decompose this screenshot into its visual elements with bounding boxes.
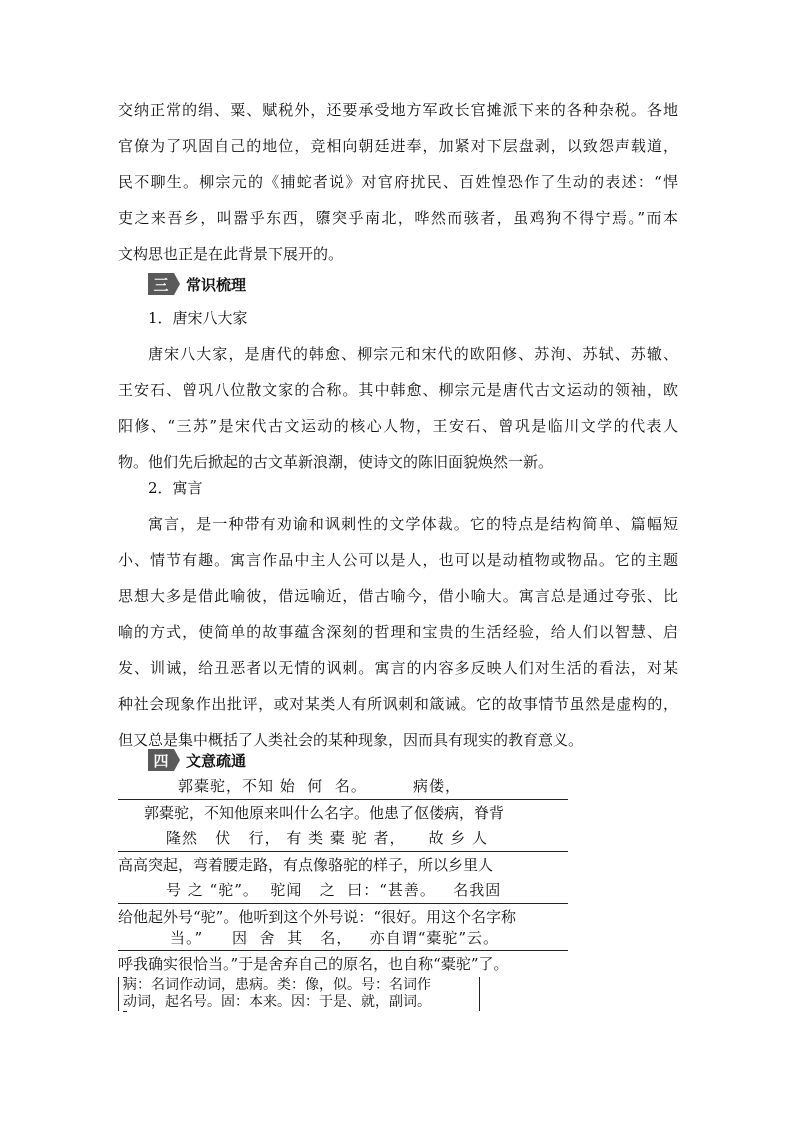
text-line: 小、情节有趣。寓言作品中主人公可以是人，也可以是动植物或物品。它的主题 xyxy=(118,551,678,569)
subheading-tang-song: 1．唐宋八大家 xyxy=(148,309,248,327)
translation-line: 呼我确实很恰当。”于是舍弃自己的原名，也自称“橐驼”了。 xyxy=(118,955,509,973)
section-title: 文意疏通 xyxy=(186,751,247,770)
section-heading-3 xyxy=(148,272,246,296)
section-heading-4 xyxy=(148,748,246,772)
vocabulary-note xyxy=(118,977,480,1011)
classical-text-line: 号 之 “驼”。 驼闻 之 曰：“甚善。 名我固 xyxy=(166,881,502,899)
translation-line: 给他起外号“驼”。他听到这个外号说：“很好。用这个名字称 xyxy=(118,908,517,926)
classical-text-line: 隆然 伏 行， 有 类 橐 驼 者， 故 乡 人 xyxy=(166,829,489,847)
classical-text-line: 郭橐驼，不知 始 何 名。 病偻， xyxy=(178,777,461,795)
text-line: 王安石、曾巩八位散文家的合称。其中韩愈、柳宗元是唐代古文运动的领袖，欧 xyxy=(118,381,678,399)
text-line: 种社会现象作出批评，或对某类人有所讽刺和箴诫。它的故事情节虽然是虚构的， xyxy=(118,695,678,713)
intro-line: 民不聊生。柳宗元的《捕蛇者说》对官府扰民、百姓惶恐作了生动的表述：“悍 xyxy=(118,173,678,191)
text-line: 物。他们先后掀起的古文革新浪潮，使诗文的陈旧面貌焕然一新。 xyxy=(118,453,554,471)
tang-song-paragraph xyxy=(118,336,678,480)
classical-text-line: 当。” 因 舍 其 名， 亦自谓“橐驼”云。 xyxy=(170,929,500,947)
translation-line: 郭橐驼，不知他原来叫什么名字。他患了伛偻病，脊背 xyxy=(144,804,505,822)
text-line: 喻的方式，使简单的故事蕴含深刻的哲理和宝贵的生活经验，给人们以智慧、启 xyxy=(118,623,678,641)
divider-rule xyxy=(118,950,568,951)
divider-rule xyxy=(118,903,568,904)
section-number-icon: 三 xyxy=(148,273,174,295)
divider-rule xyxy=(118,799,568,800)
subheading-fable: 2．寓言 xyxy=(148,479,203,497)
text-line: 阳修、“三苏”是宋代古文运动的核心人物，王安石、曾巩是临川文学的代表人 xyxy=(118,417,678,435)
intro-line: 吏之来吾乡，叫嚣乎东西，隳突乎南北，哗然而骇者，虽鸡狗不得宁焉。”而本 xyxy=(118,209,678,227)
text-line: 但又总是集中概括了人类社会的某种现象，因而具有现实的教育意义。 xyxy=(118,731,584,749)
note-line: 病：名词作动词，患病。类：像，似。号：名词作 xyxy=(123,977,431,993)
intro-paragraph xyxy=(118,92,678,272)
fable-paragraph xyxy=(118,506,678,758)
text-line: 发、训诫，给丑恶者以无情的讽刺。寓言的内容多反映人们对生活的看法，对某 xyxy=(118,659,678,677)
text-line: 思想大多是借此喻彼，借远喻近，借古喻今，借小喻大。寓言总是通过夸张、比 xyxy=(118,587,678,605)
text-line: 寓言，是一种带有劝谕和讽刺性的文学体裁。它的特点是结构简单、篇幅短 xyxy=(148,515,678,533)
translation-line: 高高突起，弯着腰走路，有点像骆驼的样子，所以乡里人 xyxy=(118,856,494,874)
note-line: 动词，起名号。固：本来。因：于是、就，副词。 xyxy=(123,994,431,1010)
intro-line: 交纳正常的绢、粟、赋税外，还要承受地方军政长官摊派下来的各种杂税。各地 xyxy=(118,101,678,119)
intro-line: 官僚为了巩固自己的地位，竞相向朝廷进奉，加紧对下层盘剥，以致怨声载道， xyxy=(118,137,678,155)
section-title: 常识梳理 xyxy=(186,275,247,294)
intro-line: 文构思也正是在此背景下展开的。 xyxy=(118,245,344,263)
text-line: 唐宋八大家，是唐代的韩愈、柳宗元和宋代的欧阳修、苏洵、苏轼、苏辙、 xyxy=(148,345,678,363)
section-number-icon: 四 xyxy=(148,749,174,771)
divider-rule xyxy=(118,851,568,852)
